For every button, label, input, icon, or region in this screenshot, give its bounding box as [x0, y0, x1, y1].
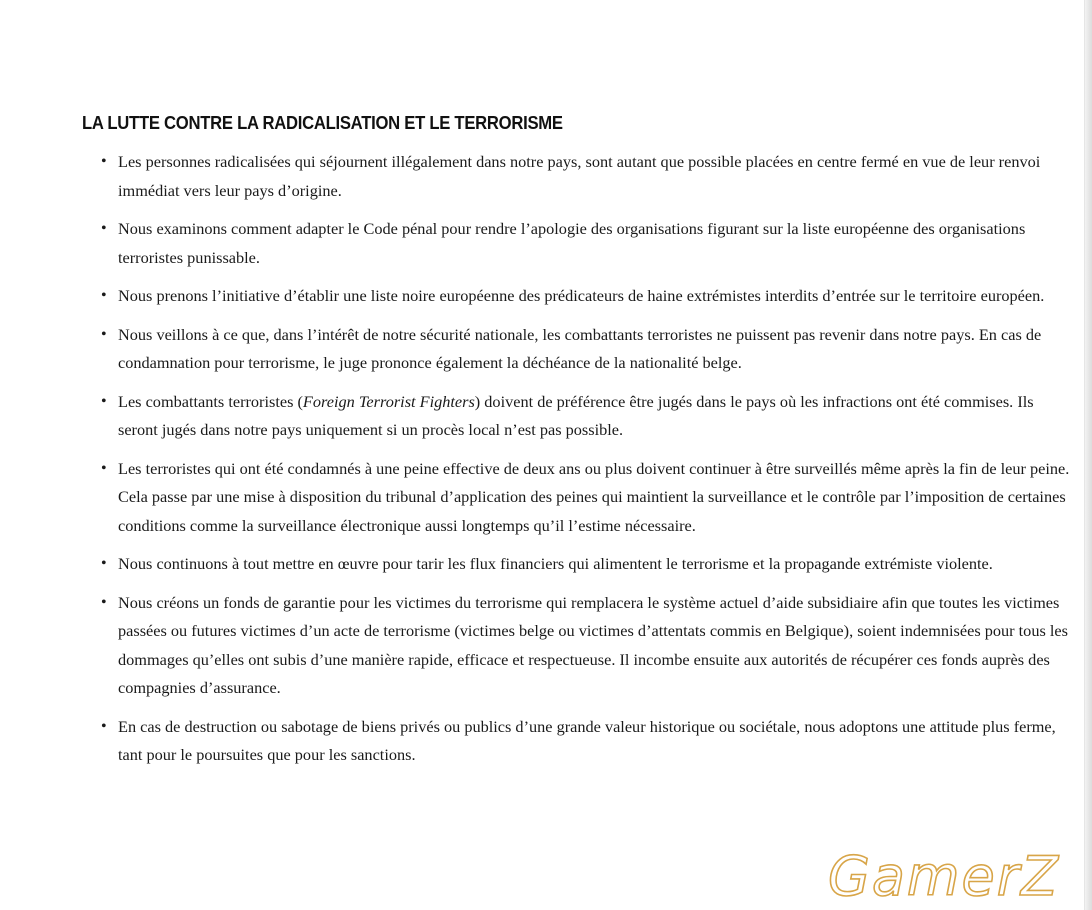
- list-item: [82, 455, 1072, 541]
- bullet-icon: •: [101, 287, 107, 304]
- item-text: En cas de destruction ou sabotage de biens privés ou publics d’une grande valeur historique ou sociétale, nous adoptons une attitude plus ferme, tant pour le poursuites que pour les sanctions.: [118, 716, 1056, 764]
- item-text: Les terroristes qui ont été condamnés à une peine effective de deux ans ou plus doivent continuer à être surveillés même après la fin de leur peine. Cela passe par une mise à disposition du tribunal d’application des peines qui maintient la surveillance et le contrôle par l’imposition de certaines conditions comme la surveillance électronique aussi longtemps qu’il l’estime nécessaire.: [118, 458, 1070, 535]
- watermark-text: GamerZ: [828, 845, 1060, 907]
- document-page: [82, 112, 1072, 780]
- bullet-icon: •: [101, 459, 107, 477]
- section-heading: LA LUTTE CONTRE LA RADICALISATION ET LE TERRORISME: [82, 112, 563, 133]
- item-text: Nous créons un fonds de garantie pour les victimes du terrorisme qui remplacera le système actuel d’aide subsidiaire afin que toutes les victimes passées ou futures victimes d’un acte de terrorisme (victimes belge ou victimes d’attentats commis en Belgique), soient indemnisées pour tous les dommages qu’elles ont subis d’une manière rapide, efficace et respectueuse. Il incombe ensuite aux autorités de récupérer ces fonds auprès des compagnies d’assurance.: [118, 592, 1068, 697]
- bullet-icon: •: [101, 325, 107, 343]
- italic-term: Foreign Terrorist Fighters: [302, 391, 475, 411]
- list-item: [82, 550, 1072, 579]
- item-text: Les personnes radicalisées qui séjournent illégalement dans notre pays, sont autant que possible placées en centre fermé en vue de leur renvoi immédiat vers leur pays d’origine.: [118, 152, 1041, 200]
- list-item: [82, 321, 1072, 378]
- bullet-icon: •: [101, 555, 107, 572]
- list-item: [82, 148, 1072, 205]
- list-item: [82, 388, 1072, 445]
- bullet-icon: •: [101, 593, 107, 611]
- list-item: [82, 282, 1072, 311]
- list-item: [82, 589, 1072, 703]
- list-item: [82, 215, 1072, 272]
- gamerz-watermark-logo: [824, 845, 1086, 907]
- item-text: Nous prenons l’initiative d’établir une liste noire européenne des prédicateurs de haine extrémistes interdits d’entrée sur le territoire européen.: [118, 286, 1045, 305]
- item-text: Nous continuons à tout mettre en œuvre pour tarir les flux financiers qui alimentent le terrorisme et la propagande extrémiste violente.: [118, 554, 993, 573]
- item-text: Nous veillons à ce que, dans l’intérêt de notre sécurité nationale, les combattants terroristes ne puissent pas revenir dans notre pays. En cas de condamnation pour terrorisme, le juge prononce également la déchéance de la nationalité belge.: [118, 324, 1042, 372]
- bullet-icon: •: [101, 717, 107, 735]
- bullet-icon: •: [101, 153, 107, 170]
- bullet-icon: •: [101, 392, 107, 410]
- scrollbar-edge[interactable]: [1084, 0, 1092, 910]
- bullet-list: [82, 148, 1072, 770]
- bullet-icon: •: [101, 220, 107, 237]
- item-text: Les combattants terroristes (Foreign Terrorist Fighters) doivent de préférence être jugés dans le pays où les infractions ont été commises. Ils seront jugés dans notre pays uniquement si un procès local n’est pas possible.: [118, 391, 1034, 439]
- item-text: Nous examinons comment adapter le Code pénal pour rendre l’apologie des organisations figurant sur la liste européenne des organisations terroristes punissable.: [118, 219, 1026, 267]
- list-item: [82, 713, 1072, 770]
